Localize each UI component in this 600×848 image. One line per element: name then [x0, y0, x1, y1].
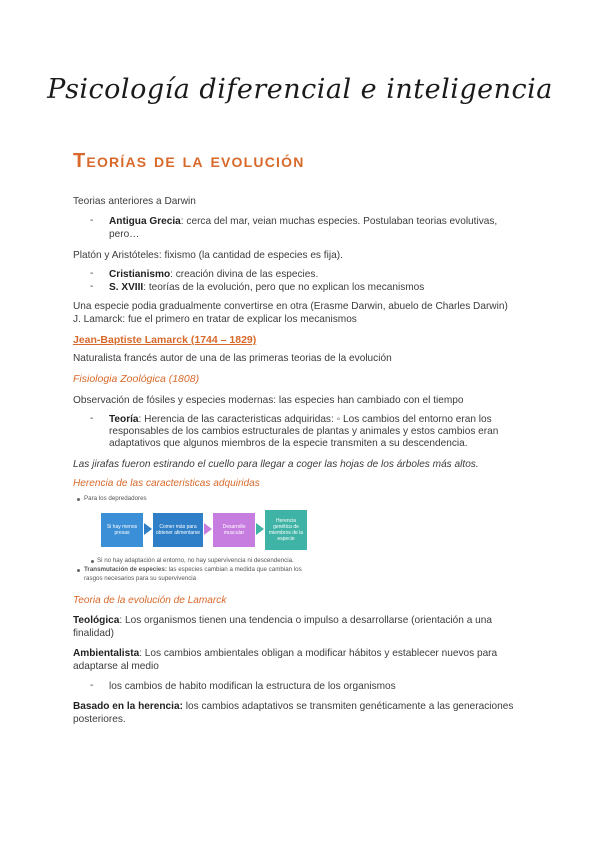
greece-text: : cerca del mar, veian muchas especies. Postulaban teorias evolutivas,	[180, 216, 498, 227]
christianity-text: : creación divina de las especies.	[170, 269, 319, 280]
diagram-box-1	[101, 513, 143, 547]
diagram-note-3: rasgos necesarios para su supervivencia	[84, 575, 197, 582]
ambientalista-text-cont: adaptarse al medio	[73, 661, 159, 672]
naturalist-text: Naturalista francés autor de una de las primeras teorias de la evolución	[73, 353, 392, 364]
xviii-label: S. XVIII	[109, 282, 144, 293]
herencia-heading: Herencia de las caracteristicas adquiridas	[73, 478, 260, 489]
arrow-right-icon	[204, 523, 212, 535]
diagram-note-2-label: Transmutación de especies:	[84, 566, 167, 573]
diagram-box-2	[153, 513, 203, 547]
christianity-label: Cristianismo	[109, 269, 171, 280]
theory-line-3: adaptativos que algunos miembros de la especie transmiten a su descendencia.	[109, 438, 468, 449]
greece-label: Antigua Grecia	[109, 216, 181, 227]
ambientalista-line	[73, 647, 497, 660]
bullet-dash: -	[90, 215, 94, 226]
teleologica-line	[73, 614, 492, 627]
fisiologia-heading: Fisiologia Zoológica (1808)	[73, 373, 200, 385]
diagram-note-2-text: las especies cambian a medida que cambian los	[166, 566, 302, 573]
xviii-line	[109, 281, 424, 294]
arrow-right-icon	[144, 523, 152, 535]
bullet-dot	[77, 498, 80, 501]
observation-text: Observación de fósiles y especies modernas: las especies han cambiado con el tiempo	[73, 395, 464, 406]
teleologica-text: : Los organismos tienen una tendencia o impulso a desarrollarse (orientación a una	[119, 615, 492, 626]
diagram-box-4-label: Herencia genética de miembros de la especie	[268, 518, 304, 542]
christianity-line	[109, 268, 318, 281]
diagram-box-4	[265, 510, 307, 550]
xviii-text: : teorías de la evolución, pero que no explican los mecanismos	[143, 282, 425, 293]
basado-line	[73, 700, 513, 713]
diagram-note-1: Si no hay adaptación al entorno, no hay supervivencia ni descendencia.	[97, 557, 294, 564]
diagram-box-3	[213, 513, 255, 547]
diagram-box-1-label: Si hay menos presas	[106, 524, 138, 536]
bullet-dash: -	[90, 680, 94, 691]
gradual-text: Una especie podia gradualmente convertirse en otra (Erasme Darwin, abuelo de Charles Darwin)	[73, 301, 508, 312]
greece-text-cont: pero…	[109, 229, 140, 240]
basado-text-cont: posteriores.	[73, 714, 126, 725]
bullet-dot	[77, 569, 80, 572]
greece-line	[109, 215, 497, 228]
diagram-note-2	[84, 566, 302, 573]
page-title: Psicología diferencial e inteligencia	[47, 74, 553, 105]
section-heading: Teorías de la evolución	[73, 150, 305, 172]
herencia-diagram	[73, 492, 413, 592]
giraffes-text: Las jirafas fueron estirando el cuello para llegar a coger las hojas de los árboles más altos.	[73, 459, 479, 470]
bullet-dash: -	[90, 268, 94, 279]
arrow-right-icon	[256, 523, 264, 535]
diagram-top-note: Para los depredadores	[84, 495, 147, 502]
theory-text: : Herencia de las caracteristicas adquiridas: ◦ Los cambios del entorno eran los	[138, 414, 492, 425]
teleologica-label: Teológica	[73, 615, 120, 626]
bullet-dash: -	[90, 413, 94, 424]
intro-text: Teorias anteriores a Darwin	[73, 196, 196, 207]
bullet-dot	[91, 560, 94, 563]
lamarck-heading: Jean-Baptiste Lamarck (1744 – 1829)	[73, 334, 257, 346]
lamarck-theory-heading: Teoria de la evolución de Lamarck	[73, 595, 227, 606]
diagram-box-2-label: Comer más para obtener alimentarse	[155, 524, 201, 536]
lamarck-first-text: J. Lamarck: fue el primero en tratar de explicar los mecanismos	[73, 314, 357, 325]
ambientalista-label: Ambientalista	[73, 648, 140, 659]
ambientalista-text: : Los cambios ambientales obligan a modificar hábitos y establecer nuevos para	[139, 648, 498, 659]
basado-text: los cambios adaptativos se transmiten genéticamente a las generaciones	[182, 701, 514, 712]
teleologica-text-cont: finalidad)	[73, 628, 114, 639]
diagram-box-3-label: Desarrollo muscular	[222, 524, 246, 536]
theory-label: Teoría	[109, 414, 139, 425]
bullet-dash: -	[90, 281, 94, 292]
theory-line-2: responsables de los cambios estructurales de plantas y animales y estos cambios eran	[109, 426, 499, 437]
basado-label: Basado en la herencia:	[73, 701, 183, 712]
plato-text: Platón y Aristóteles: fixismo (la cantidad de especies es fija).	[73, 250, 343, 261]
habit-text: los cambios de habito modifican la estructura de los organismos	[109, 681, 396, 692]
